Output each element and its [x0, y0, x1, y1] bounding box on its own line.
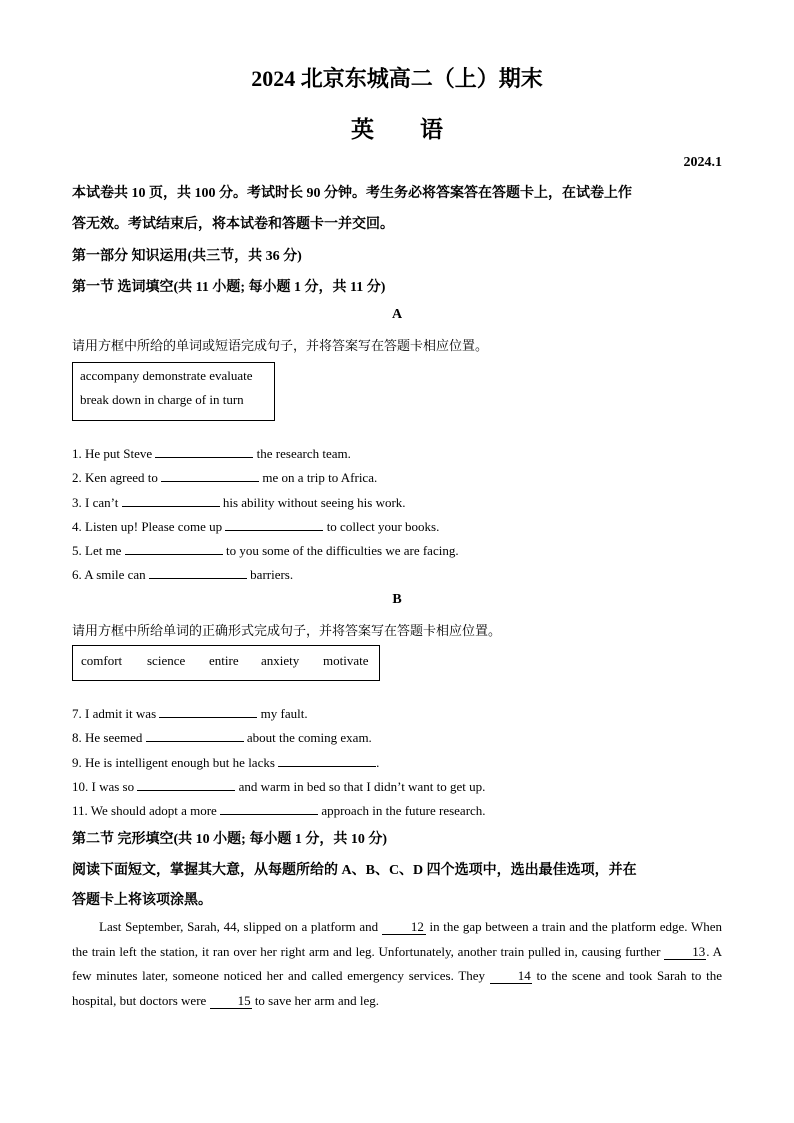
question-text: his ability without seeing his work. [219, 495, 406, 510]
cloze-blank-15: 15 [210, 994, 252, 1009]
word-box-b-word: comfort [81, 653, 123, 668]
exam-title: 2024 北京东城高二（上）期末 [251, 66, 543, 91]
question-text: and warm in bed so that I didn’t want to get up. [235, 779, 486, 794]
question-text: about the coming exam. [243, 730, 372, 745]
question-text: barriers. [246, 567, 294, 582]
cloze-blank-12: 12 [382, 920, 426, 935]
word-box-b [72, 645, 380, 681]
answer-blank [146, 729, 244, 742]
question-7 [72, 705, 308, 722]
answer-blank [122, 494, 220, 507]
cloze-blank-14: 14 [490, 969, 532, 984]
answer-blank [225, 518, 323, 531]
answer-blank [125, 542, 223, 555]
section-a-instruction: 请用方框中所给的单词或短语完成句子，并将答案写在答题卡相应位置。 [72, 338, 489, 353]
question-text: approach in the future research. [318, 803, 486, 818]
cloze-passage [72, 915, 722, 1013]
word-box-b-word: anxiety [261, 653, 300, 668]
section2-instruction-2: 答题卡上将该项涂黑。 [72, 893, 212, 908]
question-text: 8. He seemed [72, 730, 146, 745]
question-11 [72, 802, 486, 819]
question-text: to you some of the difficulties we are facing. [222, 543, 459, 558]
word-box-a-line-2: break down in charge of in turn [80, 392, 244, 407]
question-text: 4. Listen up! Please come up [72, 519, 226, 534]
passage-text: Last September, Sarah, 44, slipped on a platform and [99, 919, 382, 934]
subject-title: 英 语 [351, 117, 443, 142]
question-text: 7. I admit it was [72, 706, 160, 721]
section2-title: 第二节 完形填空(共 10 小题; 每小题 1 分，共 10 分) [72, 832, 387, 847]
question-1 [72, 445, 351, 462]
passage-text: to the scene and took Sarah to the hospital, but doctors were [72, 968, 722, 1008]
word-box-b-word: entire [209, 653, 239, 668]
question-6 [72, 566, 293, 583]
intro-line-2: 答无效。考试结束后，将本试卷和答题卡一并交回。 [72, 217, 394, 232]
word-box-a-line-1: accompany demonstrate evaluate [80, 368, 253, 383]
question-text: 3. I can’t [72, 495, 122, 510]
question-4 [72, 518, 439, 535]
passage-text: . A few minutes later, someone noticed her and called emergency services. They [72, 943, 723, 983]
question-8 [72, 729, 372, 746]
section-b-instruction: 请用方框中所给单词的正确形式完成句子，并将答案写在答题卡相应位置。 [72, 623, 502, 638]
question-3 [72, 494, 406, 511]
question-text: 1. He put Steve [72, 446, 156, 461]
part1-title: 第一部分 知识运用(共三节，共 36 分) [72, 249, 302, 264]
word-box-b-word: science [147, 653, 186, 668]
answer-blank [137, 778, 235, 791]
cloze-blank-13: 13 [664, 945, 706, 960]
question-text: 6. A smile can [72, 567, 149, 582]
answer-blank [278, 754, 376, 767]
section-a-letter: A [391, 307, 403, 322]
question-text: . [376, 755, 380, 770]
question-text: to collect your books. [323, 519, 440, 534]
question-text: 9. He is intelligent enough but he lacks [72, 755, 279, 770]
question-text: 10. I was so [72, 779, 138, 794]
section1-title: 第一节 选词填空(共 11 小题; 每小题 1 分，共 11 分) [72, 280, 386, 295]
answer-blank [155, 445, 253, 458]
answer-blank [159, 705, 257, 718]
section-b-letter: B [392, 592, 402, 607]
answer-blank [149, 566, 247, 579]
passage-text: in the gap between a train and the platform edge. When the train left the station, it ran over her right arm and leg. Unfortunately, another train pulled in, causing further [72, 919, 722, 959]
answer-blank [220, 802, 318, 815]
question-text: 5. Let me [72, 543, 125, 558]
exam-date: 2024.1 [683, 155, 722, 170]
question-text: the research team. [253, 446, 351, 461]
question-2 [72, 469, 377, 486]
question-text: 11. We should adopt a more [72, 803, 221, 818]
question-text: my fault. [257, 706, 308, 721]
word-box-a [72, 362, 275, 421]
question-text: 2. Ken agreed to [72, 470, 162, 485]
question-9 [72, 754, 379, 771]
passage-text: to save her arm and leg. [251, 992, 379, 1008]
question-10 [72, 778, 485, 795]
section2-instruction-1: 阅读下面短文，掌握其大意，从每题所给的 A、B、C、D 四个选项中，选出最佳选项，并在 [72, 863, 637, 878]
answer-blank [161, 469, 259, 482]
question-text: me on a trip to Africa. [259, 470, 378, 485]
intro-line-1: 本试卷共 10 页，共 100 分。考试时长 90 分钟。考生务必将答案答在答题卡上，在试卷上作 [72, 186, 632, 201]
word-box-b-word: motivate [323, 653, 369, 668]
question-5 [72, 542, 459, 559]
